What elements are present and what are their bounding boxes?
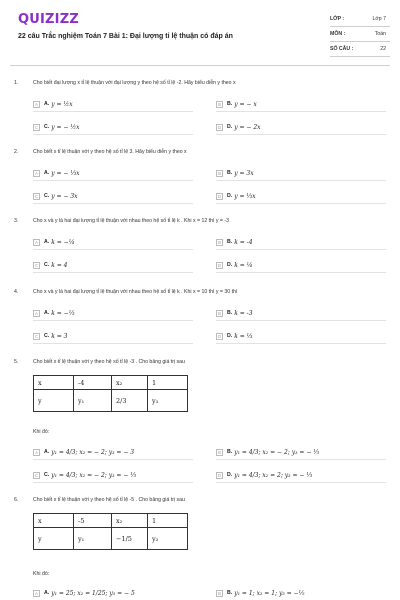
option-d[interactable] <box>216 331 252 341</box>
option-text: y₁ = 4/3; x₂ = − 2; y₃ = − 3 <box>51 448 135 456</box>
option-text: k = 4 <box>51 261 68 269</box>
table-cell: -5 <box>74 514 112 528</box>
option-b[interactable] <box>216 588 304 598</box>
option-text: y₁ = 4/3; x₂ = 2; y₃ = − ⅓ <box>234 471 313 479</box>
option-letter: A. <box>44 310 50 316</box>
option-b[interactable] <box>216 447 319 457</box>
option-d[interactable] <box>216 470 312 480</box>
option-divider <box>216 343 386 344</box>
option-box: B <box>216 449 223 456</box>
option-text: k = −⅓ <box>51 309 75 317</box>
option-letter: D. <box>227 193 233 199</box>
option-divider <box>33 134 193 135</box>
option-box: B <box>216 239 223 246</box>
option-divider <box>216 111 386 112</box>
value-table <box>33 513 188 550</box>
option-text: k = ⅓ <box>234 332 253 340</box>
table-cell: 1 <box>148 514 188 528</box>
option-divider <box>216 459 386 460</box>
option-a[interactable] <box>33 308 75 318</box>
option-letter: B. <box>227 239 233 245</box>
option-a[interactable] <box>33 447 134 457</box>
option-d[interactable] <box>216 122 261 132</box>
option-divider <box>216 134 386 135</box>
option-letter: B. <box>227 170 233 176</box>
option-text: y₁ = 25; x₂ = 1/25; y₃ = − 5 <box>51 589 135 597</box>
option-box: B <box>216 590 223 597</box>
table-row <box>34 528 188 550</box>
option-b[interactable] <box>216 168 254 178</box>
table-cell: -4 <box>74 376 112 390</box>
option-text: y = − 2x <box>234 123 261 131</box>
option-box: B <box>216 170 223 177</box>
option-box: D <box>217 333 222 339</box>
option-box: A <box>33 239 40 246</box>
option-letter: A. <box>44 170 50 176</box>
table-cell: y <box>34 528 74 550</box>
option-b[interactable] <box>216 99 257 109</box>
option-c[interactable] <box>33 122 80 132</box>
option-text: y = ⅓x <box>234 192 256 200</box>
meta-count-label: SỐ CÂU : <box>330 46 354 52</box>
option-letter: C. <box>44 124 50 130</box>
question-text: Cho biết x tỉ lệ thuận với y theo hệ số tỉ lệ -3 . Cho bảng giá trị sau <box>33 359 185 365</box>
option-divider <box>33 249 193 250</box>
option-divider <box>216 203 386 204</box>
page-title: 22 câu Trắc nghiệm Toán 7 Bài 1: Đại lượng tỉ lệ thuận có đáp án <box>18 33 233 40</box>
meta-subject-label: MÔN : <box>330 31 346 37</box>
value-table <box>33 375 188 412</box>
option-box: C <box>34 124 39 130</box>
question-number: 4. <box>14 289 19 295</box>
meta-divider <box>330 26 390 27</box>
option-letter: C. <box>44 262 50 268</box>
option-divider <box>216 180 386 181</box>
option-letter: C. <box>44 193 50 199</box>
option-divider <box>33 320 193 321</box>
header-divider <box>10 65 390 66</box>
option-text: y = − ½x <box>51 123 80 131</box>
question-number: 1. <box>14 80 19 86</box>
option-text: y = − 3x <box>51 192 78 200</box>
table-cell: y <box>34 390 74 412</box>
option-divider <box>33 111 193 112</box>
option-box: C <box>34 193 39 199</box>
option-divider <box>216 320 386 321</box>
option-letter: B. <box>227 101 233 107</box>
question-number: 6. <box>14 497 19 503</box>
option-divider <box>33 272 193 273</box>
option-c[interactable] <box>33 191 78 201</box>
option-text: y = 3x <box>234 169 254 177</box>
option-letter: D. <box>227 472 233 478</box>
option-letter: A. <box>44 101 50 107</box>
option-divider <box>33 343 193 344</box>
option-letter: B. <box>227 310 233 316</box>
question-text: Cho biết đại lượng x tỉ lệ thuận với đại lượng y theo hệ số tỉ lệ -2. Hãy biểu diễn y theo x <box>33 80 236 86</box>
table-row <box>34 390 188 412</box>
option-d[interactable] <box>216 260 252 270</box>
option-a[interactable] <box>33 168 80 178</box>
question-number: 5. <box>14 359 19 365</box>
meta-divider <box>330 41 390 42</box>
option-letter: C. <box>44 472 50 478</box>
option-a[interactable] <box>33 237 75 247</box>
meta-class-label: LỚP : <box>330 16 345 22</box>
table-cell: y₁ <box>74 390 112 412</box>
option-letter: D. <box>227 124 233 130</box>
option-box: B <box>216 310 223 317</box>
option-divider <box>33 203 193 204</box>
table-row <box>34 514 188 528</box>
option-divider <box>216 249 386 250</box>
option-box: C <box>34 472 39 478</box>
option-c[interactable] <box>33 331 67 341</box>
option-a[interactable] <box>33 588 135 598</box>
option-divider <box>216 272 386 273</box>
table-cell: x <box>34 514 74 528</box>
question-text: Cho x và y là hai đại lượng tỉ lệ thuận với nhau theo hệ số tỉ lệ k . Khi x = 12 thì y = -3 <box>33 218 229 224</box>
option-divider <box>216 482 386 483</box>
option-box: C <box>34 333 39 339</box>
table-cell: 2/3 <box>112 390 148 412</box>
option-divider <box>33 459 193 460</box>
option-box: A <box>33 310 40 317</box>
question-number: 2. <box>14 149 19 155</box>
option-letter: C. <box>44 333 50 339</box>
option-box: D <box>217 262 222 268</box>
table-cell: 1 <box>148 376 188 390</box>
meta-class-value: Lớp 7 <box>372 16 386 22</box>
option-text: y₁ = 1; x₂ = 1; y₃ = −⅕ <box>234 589 305 597</box>
option-text: k = 3 <box>51 332 68 340</box>
table-cell: −1/5 <box>112 528 148 550</box>
table-cell: y₁ <box>74 528 112 550</box>
table-cell: x₂ <box>112 376 148 390</box>
option-text: k = -4 <box>234 238 253 246</box>
table-cell: y₃ <box>148 528 188 550</box>
option-box: A <box>33 449 40 456</box>
answer-intro: Khi đó: <box>33 429 50 435</box>
quizizz-logo: QUIZIZZ <box>18 12 79 27</box>
option-text: k = ¼ <box>234 261 253 269</box>
option-b[interactable] <box>216 237 253 247</box>
option-text: y₁ = 4/3; x₂ = − 2; y₃ = − ⅓ <box>234 448 320 456</box>
table-cell: y₃ <box>148 390 188 412</box>
option-letter: B. <box>227 449 233 455</box>
option-box: D <box>217 472 222 478</box>
option-text: k = -3 <box>234 309 253 317</box>
option-divider <box>33 180 193 181</box>
table-cell: x₂ <box>112 514 148 528</box>
question-number: 3. <box>14 218 19 224</box>
option-letter: D. <box>227 333 233 339</box>
option-c[interactable] <box>33 470 136 480</box>
meta-count-value: 22 <box>380 46 386 52</box>
meta-subject-value: Toán <box>374 31 386 37</box>
option-box: C <box>34 262 39 268</box>
question-text: Cho biết x tỉ lệ thuận với y theo hệ số tỉ lệ 3. Hãy biểu diễn y theo x <box>33 149 187 155</box>
option-box: A <box>33 170 40 177</box>
option-divider <box>33 482 193 483</box>
meta-divider <box>330 56 390 57</box>
question-text: Cho biết x tỉ lệ thuận với y theo hệ số tỉ lệ -5 . Cho bảng giá trị sau <box>33 497 185 503</box>
option-letter: A. <box>44 590 50 596</box>
question-text: Cho x và y là hai đại lượng tỉ lệ thuận với nhau theo hệ số tỉ lệ k . Khi x = 10 thì y = 30 thì <box>33 289 238 295</box>
answer-intro: Khi đó: <box>33 571 50 577</box>
option-letter: D. <box>227 262 233 268</box>
document-header <box>0 0 400 66</box>
option-a[interactable] <box>33 99 73 109</box>
option-text: k = −¼ <box>51 238 75 246</box>
option-box: D <box>217 193 222 199</box>
option-d[interactable] <box>216 191 256 201</box>
option-letter: A. <box>44 239 50 245</box>
option-box: B <box>216 101 223 108</box>
option-box: D <box>217 124 222 130</box>
table-cell: x <box>34 376 74 390</box>
option-text: y = ½x <box>51 100 73 108</box>
option-c[interactable] <box>33 260 67 270</box>
option-text: y₁ = 4/3; x₂ = − 2; y₃ = − ⅓ <box>51 471 137 479</box>
option-letter: B. <box>227 590 233 596</box>
option-text: y = − x <box>234 100 257 108</box>
option-box: A <box>33 590 40 597</box>
option-b[interactable] <box>216 308 253 318</box>
table-row <box>34 376 188 390</box>
option-letter: A. <box>44 449 50 455</box>
option-box: A <box>33 101 40 108</box>
option-text: y = − ⅓x <box>51 169 80 177</box>
